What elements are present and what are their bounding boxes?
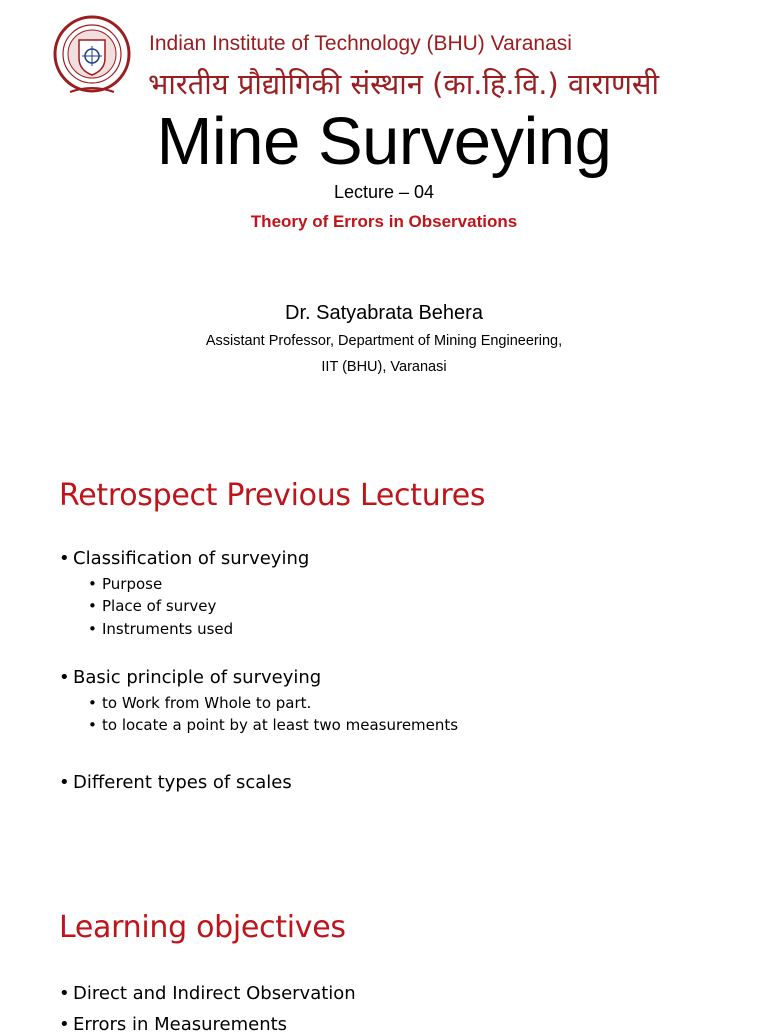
subbullet-place: • Place of survey [88, 597, 216, 615]
bullet-basic-principle: • Basic principle of surveying [59, 667, 321, 688]
content-slide [0, 430, 768, 1035]
institute-name-hindi: भारतीय प्रौद्योगिकी संस्थान (का.हि.वि.) वाराणसी [148, 67, 660, 101]
subbullet-purpose: • Purpose [88, 575, 162, 593]
author-affiliation-line2: IIT (BHU), Varanasi [321, 359, 447, 375]
author-name: Dr. Satyabrata Behera [285, 302, 483, 324]
title-slide [0, 0, 768, 420]
institute-name-english: Indian Institute of Technology (BHU) Varanasi [149, 32, 572, 55]
author-affiliation-line1: Assistant Professor, Department of Mining Engineering, [205, 333, 563, 349]
subbullet-two-measurements: • to locate a point by at least two measurements [88, 716, 458, 734]
lecture-subtitle: Theory of Errors in Observations [250, 212, 518, 231]
objective-direct-indirect: • Direct and Indirect Observation [59, 983, 356, 1004]
bullet-scales: • Different types of scales [59, 772, 292, 793]
subbullet-instruments: • Instruments used [88, 620, 233, 638]
bullet-classification: • Classification of surveying [59, 548, 309, 569]
institute-emblem-icon [52, 14, 132, 98]
retrospect-heading: Retrospect Previous Lectures [59, 478, 486, 513]
objective-errors: • Errors in Measurements [59, 1014, 287, 1035]
subbullet-whole-to-part: • to Work from Whole to part. [88, 694, 311, 712]
lecture-number: Lecture – 04 [333, 182, 435, 202]
learning-objectives-heading: Learning objectives [59, 910, 346, 945]
slide-title: Mine Surveying [156, 104, 612, 179]
